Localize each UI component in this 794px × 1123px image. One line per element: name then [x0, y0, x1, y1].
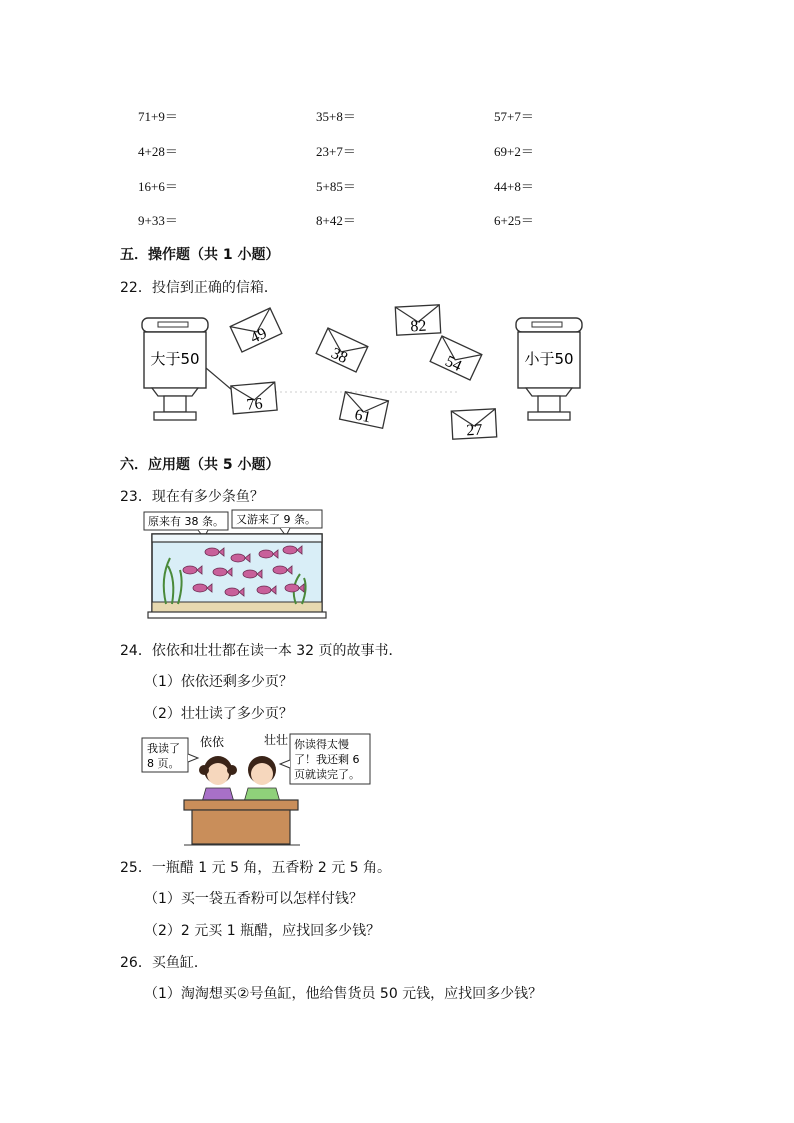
calc-item: 6+25＝: [494, 213, 534, 228]
calc-item: 44+8＝: [494, 179, 534, 194]
answer-line: [206, 368, 232, 390]
envelope-number: 54: [442, 352, 465, 375]
envelope-number: 27: [465, 421, 483, 440]
section-5-heading: 五．操作题（共 1 小题）: [120, 247, 280, 263]
mailbox-right: [516, 318, 582, 420]
bubble-right-text: 又游来了 9 条。: [236, 513, 316, 526]
envelope-number: 82: [409, 317, 427, 336]
name-left: 依依: [200, 735, 225, 749]
mailbox-right-label: 小于50: [524, 350, 574, 368]
envelope-76: [231, 382, 277, 415]
calc-item: 16+6＝: [138, 179, 178, 194]
bubble-left-text: 原来有 38 条。: [148, 515, 224, 528]
calc-item: 23+7＝: [316, 144, 356, 159]
calc-item: 69+2＝: [494, 144, 534, 159]
envelope-49: [230, 308, 282, 353]
calc-item: 9+33＝: [138, 213, 178, 228]
question-24: 24．依依和壮壮都在读一本 32 页的故事书．: [120, 643, 403, 659]
question-24-sub-2: （2）壮壮读了多少页？: [144, 706, 293, 722]
mailbox-figure: [120, 300, 600, 448]
name-right: 壮壮: [264, 733, 289, 747]
mailbox-left-label: 大于50: [150, 350, 200, 368]
calc-item: 35+8＝: [316, 109, 356, 124]
question-25-sub-2: （2）2 元买 1 瓶醋，应找回多少钱？: [144, 923, 381, 939]
question-26: 26．买鱼缸．: [120, 955, 208, 971]
envelope-54: [430, 336, 482, 381]
calc-item: 71+9＝: [138, 109, 178, 124]
section-6-heading: 六．应用题（共 5 小题）: [120, 457, 280, 473]
question-24-sub-1: （1）依依还剩多少页？: [144, 674, 293, 690]
question-23: 23．现在有多少条鱼？: [120, 489, 264, 505]
question-25-sub-1: （1）买一袋五香粉可以怎样付钱？: [144, 891, 363, 907]
reading-figure: [140, 730, 372, 848]
calc-item: 8+42＝: [316, 213, 356, 228]
envelope-number: 61: [353, 406, 373, 427]
calc-item: 57+7＝: [494, 109, 534, 124]
envelope-82: [395, 305, 440, 336]
aquarium-figure: [140, 508, 328, 620]
question-22: 22．投信到正确的信箱．: [120, 280, 278, 296]
envelope-number: 49: [247, 324, 270, 347]
calc-item: 5+85＝: [316, 179, 356, 194]
mailbox-left: [142, 318, 208, 420]
envelope-38: [316, 328, 368, 373]
envelope-number: 38: [328, 344, 351, 367]
bubble-right-line-1: 你读得太慢: [294, 738, 349, 751]
calc-item: 4+28＝: [138, 144, 178, 159]
bubble-left-line-2: 8 页。: [147, 757, 180, 770]
question-26-sub-1: （1）淘淘想买②号鱼缸，他给售货员 50 元钱，应找回多少钱？: [144, 986, 543, 1002]
question-25: 25．一瓶醋 1 元 5 角，五香粉 2 元 5 角。: [120, 860, 392, 876]
envelope-number: 76: [245, 395, 264, 414]
bubble-left-line-1: 我读了: [147, 742, 180, 755]
bubble-right-line-3: 页就读完了。: [294, 768, 360, 781]
bubble-right-line-2: 了！我还剩 6: [294, 753, 360, 766]
envelope-27: [451, 409, 496, 440]
envelope-61: [339, 392, 388, 430]
